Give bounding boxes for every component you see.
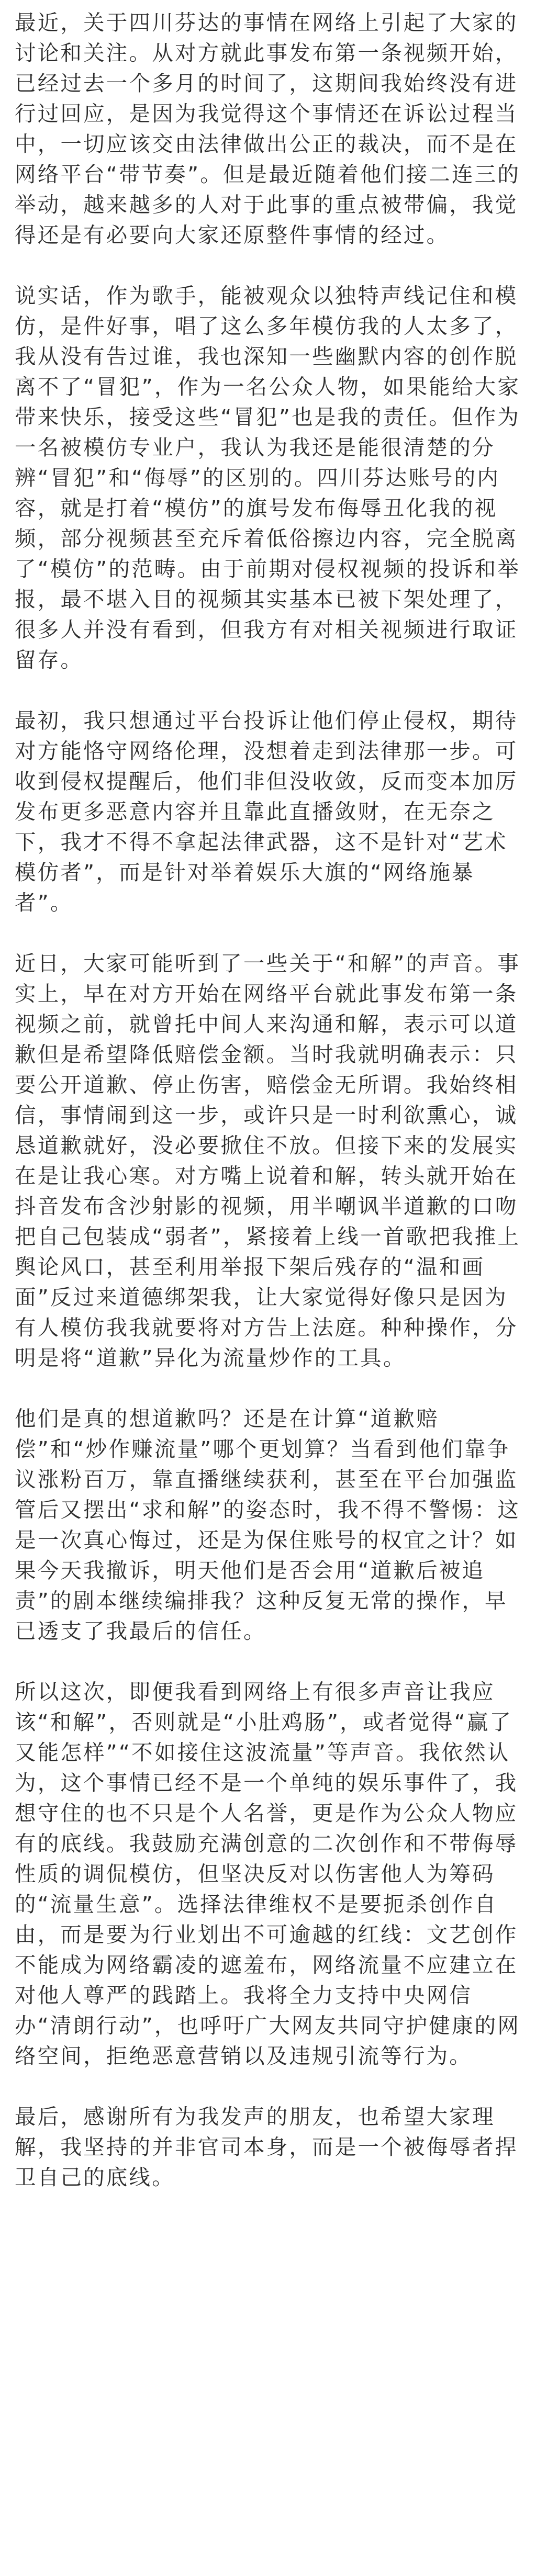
article-paragraph-1: 最近，关于四川芬达的事情在网络上引起了大家的讨论和关注。从对方就此事发布第一条视频开始，已经过去一个多月的时间了，这期间我始终没有进行过回应，是因为我觉得这个事情还在诉讼过程当中，一切应该交由法律做出公正的裁决，而不是在网络平台“带节奏”。但是最近随着他们接二连三的举动，越来越多的人对于此事的重点被带偏，我觉得还是有必要向大家还原整件事情的经过。 (15, 10, 521, 248)
article-paragraph-5: 他们是真的想道歉吗？还是在计算“道歉赔偿”和“炒作赚流量”哪个更划算？当看到他们靠争议涨粉百万，靠直播继续获利，甚至在平台加强监管后又摆出“求和解”的姿态时，我不得不警惕：这是一次真心悔过，还是为保住账号的权宜之计？如果今天我撤诉，明天他们是否会用“道歉后被追责”的剧本继续编排我？这种反复无常的操作，早已透支了我最后的信任。 (15, 1406, 521, 1644)
article-paragraph-6: 所以这次，即便我看到网络上有很多声音让我应该“和解”，否则就是“小肚鸡肠”，或者觉得“赢了又能怎样”“不如接住这波流量”等声音。我依然认为，这个事情已经不是一个单纯的娱乐事件了，我想守住的也不只是个人名誉，更是作为公众人物应有的底线。我鼓励充满创意的二次创作和不带侮辱性质的调侃模仿，但坚决反对以伤害他人为筹码的“流量生意”。选择法律维权不是要扼杀创作自由，而是要为行业划出不可逾越的红线：文艺创作不能成为网络霸凌的遮羞布，网络流量不应建立在对他人尊严的践踏上。我将全力支持中央网信办“清朗行动”，也呼吁广大网友共同守护健康的网络空间，拒绝恶意营销以及违规引流等行为。 (15, 1679, 521, 2068)
article-paragraph-2: 说实话，作为歌手，能被观众以独特声线记住和模仿，是件好事，唱了这么多年模仿我的人太多了，我从没有告过谁，我也深知一些幽默内容的创作脱离不了“冒犯”，作为一名公众人物，如果能给大家带来快乐，接受这些“冒犯”也是我的责任。但作为一名被模仿专业户，我认为我还是能很清楚的分辨“冒犯”和“侮辱”的区别的。四川芬达账号的内容，就是打着“模仿”的旗号发布侮辱丑化我的视频，部分视频甚至充斥着低俗擦边内容，完全脱离了“模仿”的范畴。由于前期对侵权视频的投诉和举报，最不堪入目的视频其实基本已被下架处理了，很多人并没有看到，但我方有对相关视频进行取证留存。 (15, 283, 521, 672)
article-paragraph-7: 最后，感谢所有为我发声的朋友，也希望大家理解，我坚持的并非官司本身，而是一个被侮辱者捍卫自己的底线。 (15, 2104, 518, 2190)
article-paragraph-4: 近日，大家可能听到了一些关于“和解”的声音。事实上，早在对方开始在网络平台就此事发布第一条视频之前，就曾托中间人来沟通和解，表示可以道歉但是希望降低赔偿金额。当时我就明确表示：只要公开道歉、停止伤害，赔偿金无所谓。我始终相信，事情闹到这一步，或许只是一时利欲熏心，诚恳道歉就好，没必要掀住不放。但接下来的发展实在是让我心寒。对方嘴上说着和解，转头就开始在抖音发布含沙射影的视频，用半嘲讽半道歉的口吻把自己包装成“弱者”，紧接着上线一首歌把我推上舆论风口，甚至利用举报下架后残存的“温和画面”反过来道德绑架我，让大家觉得好像只是因为有人模仿我我就要将对方告上法庭。种种操作，分明是将“道歉”异化为流量炒作的工具。 (15, 951, 521, 1370)
article-paragraph-3: 最初，我只想通过平台投诉让他们停止侵权，期待对方能恪守网络伦理，没想着走到法律那一步。可收到侵权提醒后，他们非但没收敛，反而变本加厉发布更多恶意内容并且靠此直播敛财，在无奈之下，我才不得不拿起法律武器，这不是针对“艺术模仿者”，而是针对举着娱乐大旗的“网络施暴者”。 (15, 708, 518, 915)
